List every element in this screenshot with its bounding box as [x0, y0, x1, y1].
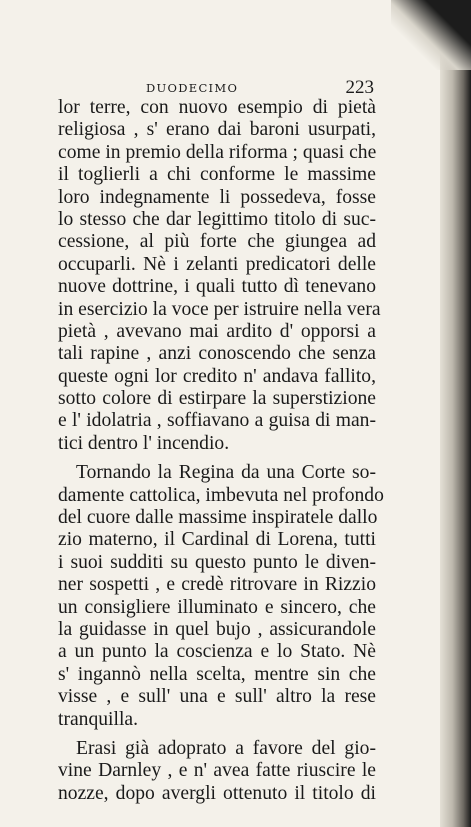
text-line: Tornando la Regina da una Corte so-	[76, 462, 376, 484]
text-line: tranquilla.	[58, 708, 138, 730]
text-line: il toglierli a chi conforme le massime	[58, 164, 376, 186]
running-head: DUODECIMO	[146, 81, 239, 95]
text-line: loro indegnamente li possedeva, fosse	[58, 186, 376, 208]
paragraph	[58, 738, 376, 805]
page-corner-curl	[391, 0, 471, 70]
text-line: visse , e sull' una e sull' altro la rese	[58, 686, 376, 708]
page-edge	[440, 0, 471, 827]
text-line: sotto colore di estirpare la superstizione	[58, 388, 376, 410]
text-line: e l' idolatria , soffiavano a guisa di man-	[58, 410, 376, 432]
text-line: pietà , avevano mai ardito d' opporsi a	[58, 320, 376, 342]
text-line: cessione, al più forte che giungea ad	[58, 231, 376, 253]
text-line: occuparli. Nè i zelanti predicatori delle	[58, 253, 376, 275]
text-line: damente cattolica, imbevuta nel profondo	[58, 484, 384, 506]
page-number: 223	[345, 77, 374, 98]
text-line: del cuore dalle massime inspiratele dallo	[58, 507, 378, 529]
text-line: ner sospetti , e credè ritrovare in Rizzio	[58, 574, 376, 596]
paragraph	[58, 462, 384, 731]
text-line: un consigliere illuminato e sincero, che	[58, 596, 376, 618]
text-line: nuove dottrine, i quali tutto dì tenevano	[58, 276, 376, 298]
body-text	[58, 97, 384, 812]
text-line: s' ingannò nella scelta, mentre sin che	[58, 663, 376, 685]
text-line: lor terre, con nuovo esempio di pietà	[58, 97, 376, 118]
text-line: zio materno, il Cardinal di Lorena, tutti	[58, 529, 376, 551]
text-line: tici dentro l' incendio.	[58, 432, 230, 454]
paragraph	[58, 97, 381, 455]
text-line: vine Darnley , e n' avea fatte riuscire le	[58, 760, 376, 782]
text-line: nozze, dopo avergli ottenuto il titolo di	[58, 782, 376, 804]
text-line: a un punto la coscienza e lo Stato. Nè	[58, 641, 376, 663]
text-line: i suoi sudditi su questo punto le diven-	[58, 551, 376, 573]
text-line: la guidasse in quel bujo , assicurandole	[58, 618, 376, 640]
text-line: religiosa , s' erano dai baroni usurpati,	[58, 119, 376, 141]
text-line: in esercizio la voce per istruire nella vera	[58, 298, 381, 320]
text-line: lo stesso che dar legittimo titolo di suc-	[58, 208, 376, 230]
text-line: tali rapine , anzi conoscendo che senza	[58, 343, 376, 365]
text-line: queste ogni lor credito n' andava fallito,	[58, 365, 376, 387]
text-line: come in premio della riforma ; quasi che	[58, 141, 377, 163]
text-line: Erasi già adoprato a favore del gio-	[76, 737, 376, 759]
